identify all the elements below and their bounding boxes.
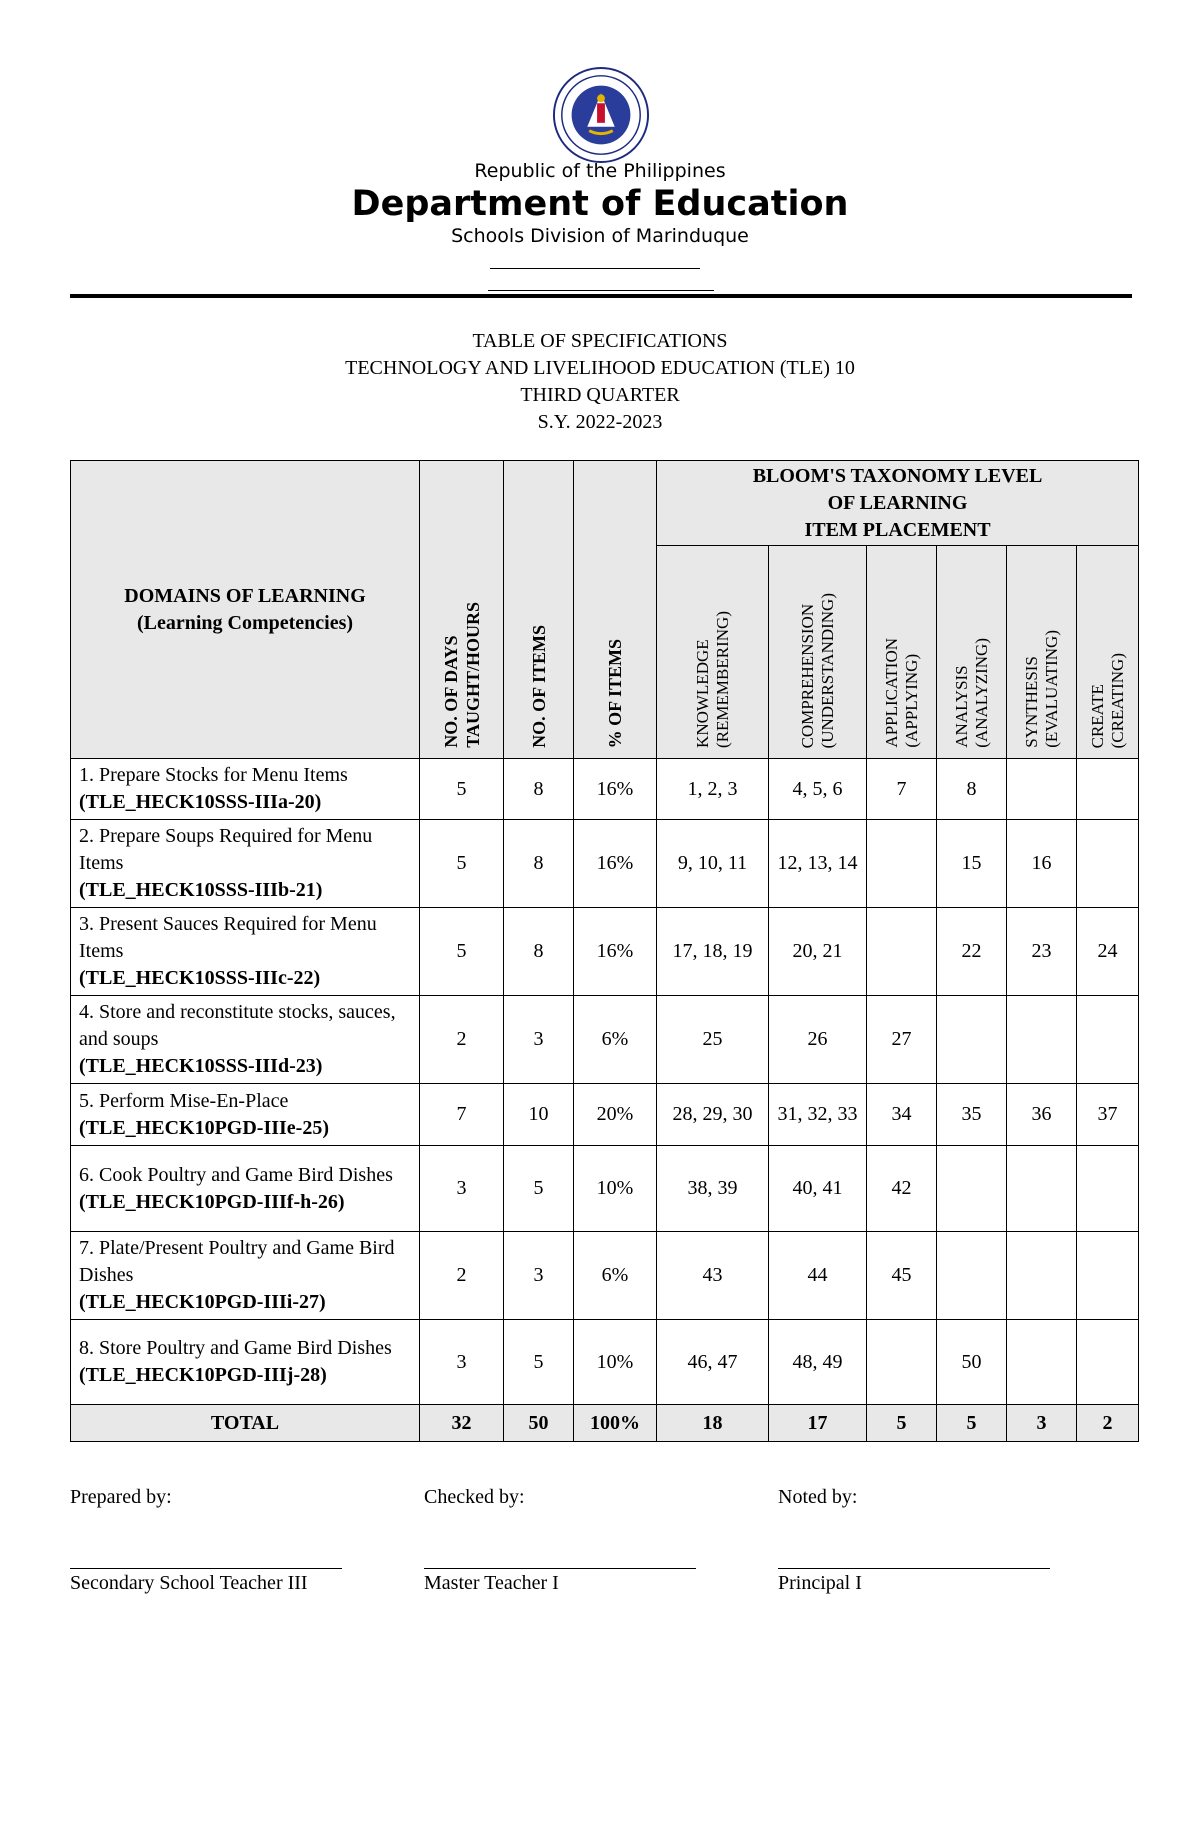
days-cell: 5 (420, 908, 504, 996)
deped-seal-icon (552, 66, 650, 164)
level-header: ANALYSIS (ANALYZING) (937, 546, 1007, 759)
application-cell (867, 908, 937, 996)
pct-cell: 16% (574, 908, 657, 996)
total-pct: 100% (574, 1405, 657, 1442)
days-cell: 5 (420, 820, 504, 908)
pct-cell: 6% (574, 1232, 657, 1320)
application-cell (867, 1320, 937, 1405)
total-label: TOTAL (71, 1405, 420, 1442)
underline-2 (488, 290, 714, 291)
create-cell (1077, 996, 1139, 1084)
total-knowledge: 18 (657, 1405, 769, 1442)
analysis-cell: 35 (937, 1084, 1007, 1146)
days-cell: 3 (420, 1320, 504, 1405)
checked-by-label: Checked by: (424, 1486, 525, 1508)
total-items: 50 (504, 1405, 574, 1442)
level-header: APPLICATION (APPLYING) (867, 546, 937, 759)
synthesis-cell: 16 (1007, 820, 1077, 908)
signature-line (70, 1568, 342, 1569)
create-cell: 37 (1077, 1084, 1139, 1146)
synthesis-cell (1007, 1232, 1077, 1320)
create-cell: 24 (1077, 908, 1139, 996)
analysis-cell: 15 (937, 820, 1007, 908)
level-header: CREATE (CREATING) (1077, 546, 1139, 759)
table-row (71, 1146, 1139, 1232)
knowledge-cell: 43 (657, 1232, 769, 1320)
items-cell: 8 (504, 759, 574, 820)
pct-cell: 6% (574, 996, 657, 1084)
comprehension-cell: 44 (769, 1232, 867, 1320)
total-application: 5 (867, 1405, 937, 1442)
header-rule (70, 294, 1132, 298)
knowledge-cell: 9, 10, 11 (657, 820, 769, 908)
synthesis-cell: 23 (1007, 908, 1077, 996)
domains-header: DOMAINS OF LEARNING (Learning Competencies) (71, 461, 420, 759)
synthesis-cell (1007, 1320, 1077, 1405)
analysis-cell (937, 1232, 1007, 1320)
days-cell: 3 (420, 1146, 504, 1232)
knowledge-cell: 25 (657, 996, 769, 1084)
level-header: SYNTHESIS (EVALUATING) (1007, 546, 1077, 759)
pct-cell: 16% (574, 820, 657, 908)
analysis-cell: 50 (937, 1320, 1007, 1405)
competency-cell: 7. Plate/Present Poultry and Game Bird Dishes (TLE_HECK10PGD-IIIi-27) (71, 1232, 420, 1320)
days-cell: 5 (420, 759, 504, 820)
days-cell: 7 (420, 1084, 504, 1146)
comprehension-cell: 26 (769, 996, 867, 1084)
create-cell (1077, 1146, 1139, 1232)
level-header: COMPREHENSION (UNDERSTANDING) (769, 546, 867, 759)
synthesis-cell (1007, 1146, 1077, 1232)
table-row (71, 759, 1139, 820)
level-header: KNOWLEDGE (REMEMBERING) (657, 546, 769, 759)
prepared-by-title: Secondary School Teacher III (70, 1572, 308, 1594)
signature-line (778, 1568, 1050, 1569)
division-name: Schools Division of Marinduque (451, 225, 749, 247)
days-cell: 2 (420, 1232, 504, 1320)
table-row (71, 1320, 1139, 1405)
items-cell: 8 (504, 820, 574, 908)
items-cell: 5 (504, 1320, 574, 1405)
pct-cell: 16% (574, 759, 657, 820)
comprehension-cell: 4, 5, 6 (769, 759, 867, 820)
comprehension-cell: 31, 32, 33 (769, 1084, 867, 1146)
knowledge-cell: 28, 29, 30 (657, 1084, 769, 1146)
items-header: NO. OF ITEMS (504, 461, 574, 759)
title-line: TABLE OF SPECIFICATIONS (472, 330, 728, 352)
table-row (71, 820, 1139, 908)
create-cell (1077, 1320, 1139, 1405)
signature-line (424, 1568, 696, 1569)
title-line: TECHNOLOGY AND LIVELIHOOD EDUCATION (TLE) 10 (345, 357, 855, 379)
pct-cell: 10% (574, 1146, 657, 1232)
comprehension-cell: 20, 21 (769, 908, 867, 996)
total-analysis: 5 (937, 1405, 1007, 1442)
specifications-table (70, 460, 1139, 1442)
total-comprehension: 17 (769, 1405, 867, 1442)
synthesis-cell: 36 (1007, 1084, 1077, 1146)
synthesis-cell (1007, 759, 1077, 820)
competency-cell: 6. Cook Poultry and Game Bird Dishes (TLE_HECK10PGD-IIIf-h-26) (71, 1146, 420, 1232)
create-cell (1077, 1232, 1139, 1320)
application-cell: 42 (867, 1146, 937, 1232)
table-row (71, 1232, 1139, 1320)
application-cell (867, 820, 937, 908)
analysis-cell (937, 996, 1007, 1084)
competency-cell: 2. Prepare Soups Required for Menu Items (TLE_HECK10SSS-IIIb-21) (71, 820, 420, 908)
application-cell: 45 (867, 1232, 937, 1320)
create-cell (1077, 820, 1139, 908)
analysis-cell: 22 (937, 908, 1007, 996)
title-line: S.Y. 2022-2023 (537, 411, 663, 433)
republic-line: Republic of the Philippines (474, 160, 726, 182)
create-cell (1077, 759, 1139, 820)
noted-by-title: Principal I (778, 1572, 862, 1594)
items-cell: 10 (504, 1084, 574, 1146)
comprehension-cell: 12, 13, 14 (769, 820, 867, 908)
knowledge-cell: 1, 2, 3 (657, 759, 769, 820)
knowledge-cell: 38, 39 (657, 1146, 769, 1232)
competency-cell: 5. Perform Mise-En-Place (TLE_HECK10PGD-IIIe-25) (71, 1084, 420, 1146)
items-cell: 3 (504, 996, 574, 1084)
analysis-cell: 8 (937, 759, 1007, 820)
comprehension-cell: 48, 49 (769, 1320, 867, 1405)
competency-cell: 4. Store and reconstitute stocks, sauces, and soups (TLE_HECK10SSS-IIId-23) (71, 996, 420, 1084)
prepared-by-label: Prepared by: (70, 1486, 172, 1508)
department-name: Department of Education (351, 184, 849, 224)
competency-cell: 1. Prepare Stocks for Menu Items (TLE_HECK10SSS-IIIa-20) (71, 759, 420, 820)
analysis-cell (937, 1146, 1007, 1232)
total-days: 32 (420, 1405, 504, 1442)
title-line: THIRD QUARTER (520, 384, 680, 406)
pct-cell: 10% (574, 1320, 657, 1405)
checked-by-title: Master Teacher I (424, 1572, 559, 1594)
comprehension-cell: 40, 41 (769, 1146, 867, 1232)
application-cell: 27 (867, 996, 937, 1084)
bloom-header: BLOOM'S TAXONOMY LEVEL OF LEARNING ITEM PLACEMENT (657, 461, 1139, 546)
noted-by-label: Noted by: (778, 1486, 858, 1508)
items-cell: 3 (504, 1232, 574, 1320)
knowledge-cell: 46, 47 (657, 1320, 769, 1405)
pct-cell: 20% (574, 1084, 657, 1146)
underline-1 (490, 268, 700, 269)
table-row (71, 996, 1139, 1084)
synthesis-cell (1007, 996, 1077, 1084)
total-row (71, 1405, 1139, 1442)
pct-header: % OF ITEMS (574, 461, 657, 759)
document-titles (0, 328, 1200, 436)
items-cell: 5 (504, 1146, 574, 1232)
knowledge-cell: 17, 18, 19 (657, 908, 769, 996)
table-row (71, 1084, 1139, 1146)
days-cell: 2 (420, 996, 504, 1084)
days-header: NO. OF DAYS TAUGHT/HOURS (420, 461, 504, 759)
total-create: 2 (1077, 1405, 1139, 1442)
application-cell: 34 (867, 1084, 937, 1146)
items-cell: 8 (504, 908, 574, 996)
total-synthesis: 3 (1007, 1405, 1077, 1442)
competency-cell: 3. Present Sauces Required for Menu Items (TLE_HECK10SSS-IIIc-22) (71, 908, 420, 996)
application-cell: 7 (867, 759, 937, 820)
competency-cell: 8. Store Poultry and Game Bird Dishes (TLE_HECK10PGD-IIIj-28) (71, 1320, 420, 1405)
table-row (71, 908, 1139, 996)
